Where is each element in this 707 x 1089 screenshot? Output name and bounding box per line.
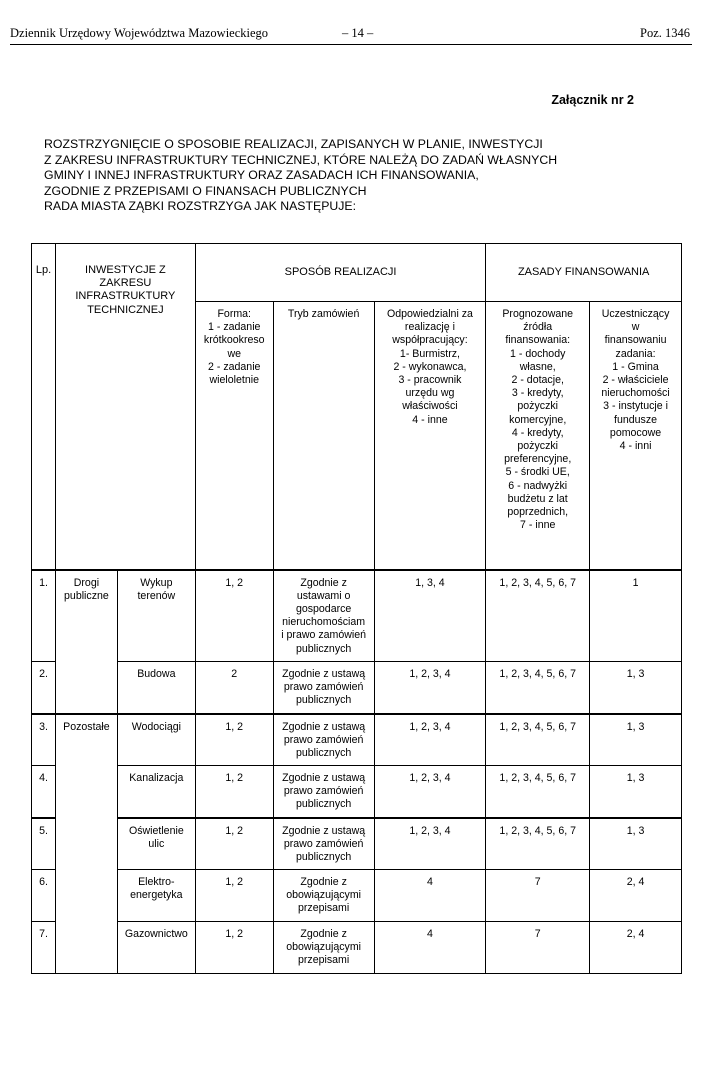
cell-line: terenów — [137, 589, 176, 602]
row-responsible: 4 — [374, 922, 486, 974]
group-other: Pozostałe — [55, 714, 117, 974]
row-lp: 5. — [32, 818, 56, 870]
cell-line: przepisami — [298, 954, 350, 967]
row-sources: 7 — [486, 922, 590, 974]
row-mode — [273, 570, 374, 662]
group-roads — [55, 570, 117, 714]
row-sources: 1, 2, 3, 4, 5, 6, 7 — [486, 766, 590, 818]
cell-line: publicznych — [295, 642, 352, 655]
row-investment-type — [117, 922, 195, 974]
cell-line: Gazownictwo — [124, 928, 188, 940]
row-investment-type — [117, 870, 195, 922]
row-participants: 2, 4 — [590, 922, 682, 974]
cell-line: realizację i — [404, 321, 455, 334]
row-mode — [273, 662, 374, 714]
page-number: – 14 – — [342, 26, 374, 40]
cell-line: własne, — [519, 360, 556, 373]
cell-line: prawo zamówień — [283, 733, 364, 746]
cell-line: publicznych — [295, 694, 352, 707]
cell-line: nieruchomościam — [282, 616, 366, 629]
row-responsible: 4 — [374, 870, 486, 922]
cell-line: pożyczki — [517, 400, 559, 413]
row-mode — [273, 766, 374, 818]
cell-line: wieloletnie — [209, 374, 259, 387]
row-responsible: 1, 2, 3, 4 — [374, 818, 486, 870]
cell-line: Budowa — [137, 668, 176, 680]
row-lp: 3. — [32, 714, 56, 766]
cell-line: 2 - zadanie — [208, 360, 261, 373]
cell-line: Odpowiedzialni za — [386, 308, 473, 320]
cell-line: 3 - instytucje i — [603, 400, 668, 413]
table-row — [32, 714, 682, 766]
cell-line: finansowaniu — [604, 334, 667, 347]
row-sources: 1, 2, 3, 4, 5, 6, 7 — [486, 570, 590, 662]
header-financing: ZASADY FINANSOWANIA — [486, 244, 682, 302]
cell-line: INWESTYCJE Z — [85, 264, 166, 276]
row-mode — [273, 922, 374, 974]
cell-line: Elektro- — [138, 876, 175, 888]
resolution-line: ZGODNIE Z PRZEPISAMI O FINANSACH PUBLICZNYCH — [44, 183, 367, 198]
row-form: 1, 2 — [195, 818, 273, 870]
cell-line: prawo zamówień — [283, 785, 364, 798]
cell-line: Zgodnie z ustawą — [282, 720, 366, 733]
table-row — [32, 818, 682, 870]
table-row — [32, 662, 682, 714]
row-responsible: 1, 2, 3, 4 — [374, 714, 486, 766]
resolution-line: GMINY I INNEJ INFRASTRUKTURY ORAZ ZASADACH ICH FINANSOWANIA, — [44, 168, 479, 183]
resolution-line: Z ZAKRESU INFRASTRUKTURY TECHNICZNEJ, KTÓRE NALEŻĄ DO ZADAŃ WŁASNYCH — [44, 152, 558, 167]
row-lp: 4. — [32, 766, 56, 818]
cell-line: Zgodnie z — [300, 928, 347, 940]
cell-line: poprzednich, — [507, 506, 569, 519]
cell-line: 2 - właściciele — [602, 374, 669, 387]
cell-line: Zgodnie z — [300, 576, 347, 589]
row-sources: 1, 2, 3, 4, 5, 6, 7 — [486, 818, 590, 870]
resolution-text — [44, 137, 644, 215]
cell-line: ustawami o — [296, 589, 351, 602]
row-investment-type — [117, 766, 195, 818]
cell-line: 4 - kredyty, — [511, 426, 564, 439]
cell-line: 7 - inne — [520, 519, 556, 532]
cell-line: zadania: — [615, 347, 656, 360]
cell-line: fundusze — [614, 413, 658, 426]
cell-line: Wodociągi — [131, 720, 181, 733]
table-row — [32, 922, 682, 974]
cell-line: nieruchomości — [601, 387, 670, 400]
row-responsible: 1, 3, 4 — [374, 570, 486, 662]
cell-line: Zgodnie z ustawą — [282, 668, 366, 680]
cell-line: 3 - pracownik — [398, 374, 462, 387]
table-row — [32, 870, 682, 922]
row-form: 2 — [195, 662, 273, 714]
cell-line: krótkookreso — [203, 334, 265, 347]
journal-title: Dziennik Urzędowy Województwa Mazowieckiego — [10, 26, 269, 40]
row-responsible: 1, 2, 3, 4 — [374, 766, 486, 818]
row-mode — [273, 714, 374, 766]
cell-line: Wykup — [140, 576, 173, 589]
row-responsible: 1, 2, 3, 4 — [374, 662, 486, 714]
row-participants: 1, 3 — [590, 766, 682, 818]
cell-line: obowiązującymi — [286, 889, 362, 902]
row-participants: 1 — [590, 570, 682, 662]
row-mode — [273, 818, 374, 870]
row-form: 1, 2 — [195, 766, 273, 818]
resolution-line: RADA MIASTA ZĄBKI ROZSTRZYGA JAK NASTĘPUJE: — [44, 199, 357, 214]
row-mode — [273, 870, 374, 922]
cell-line: 2 - dotacje, — [511, 374, 564, 387]
cell-line: i prawo zamówień — [281, 629, 367, 642]
cell-line: współpracujący: — [392, 334, 468, 347]
cell-line: właściwości — [402, 400, 458, 413]
cell-line: Forma: — [217, 308, 252, 320]
subheader-responsible — [374, 302, 486, 570]
cell-line: energetyka — [130, 889, 183, 902]
row-lp: 7. — [32, 922, 56, 974]
row-investment-type — [117, 714, 195, 766]
cell-line: publiczne — [64, 589, 109, 602]
row-form: 1, 2 — [195, 570, 273, 662]
header-lp: Lp. — [32, 244, 56, 570]
position-number: Poz. 1346 — [640, 26, 690, 40]
cell-line: urzędu wg — [405, 387, 455, 400]
cell-line: 2 - wykonawca, — [393, 360, 467, 373]
row-form: 1, 2 — [195, 714, 273, 766]
row-participants: 2, 4 — [590, 870, 682, 922]
row-investment-type — [117, 662, 195, 714]
cell-line: Oświetlenie — [128, 824, 184, 837]
row-participants: 1, 3 — [590, 662, 682, 714]
cell-line: przepisami — [298, 902, 350, 915]
cell-line: Prognozowane — [502, 308, 574, 320]
cell-line: we — [227, 347, 242, 360]
resolution-line: ROZSTRZYGNIĘCIE O SPOSOBIE REALIZACJI, ZAPISANYCH W PLANIE, INWESTYCJI — [44, 137, 543, 151]
row-sources: 1, 2, 3, 4, 5, 6, 7 — [486, 662, 590, 714]
cell-line: obowiązującymi — [286, 941, 362, 954]
row-participants: 1, 3 — [590, 818, 682, 870]
subheader-form — [195, 302, 273, 570]
row-sources: 1, 2, 3, 4, 5, 6, 7 — [486, 714, 590, 766]
annex-title: Załącznik nr 2 — [551, 93, 634, 107]
row-lp: 1. — [32, 570, 56, 662]
header-method: SPOSÓB REALIZACJI — [195, 244, 486, 302]
cell-line: preferencyjne, — [504, 453, 572, 466]
row-investment-type — [117, 818, 195, 870]
cell-line: budżetu z lat — [507, 492, 568, 505]
subheader-mode — [273, 302, 374, 570]
subheader-sources — [486, 302, 590, 570]
row-lp: 2. — [32, 662, 56, 714]
cell-line: finansowania: — [505, 334, 571, 347]
cell-line: publicznych — [295, 850, 352, 863]
cell-line: w — [631, 321, 640, 334]
cell-line: Zgodnie z ustawą — [282, 824, 366, 837]
cell-line: 1 - zadanie — [208, 321, 261, 334]
cell-line: 1- Burmistrz, — [399, 347, 460, 360]
cell-line: publicznych — [295, 798, 352, 811]
row-form: 1, 2 — [195, 922, 273, 974]
subheader-participants — [590, 302, 682, 570]
row-sources: 7 — [486, 870, 590, 922]
cell-line: 4 - inne — [412, 413, 448, 426]
row-form: 1, 2 — [195, 870, 273, 922]
cell-line: 1 - Gmina — [612, 360, 659, 373]
cell-line: 5 - środki UE, — [505, 466, 570, 479]
cell-line: Kanalizacja — [129, 772, 184, 784]
cell-line: Tryb zamówień — [287, 308, 360, 320]
cell-line: publicznych — [295, 746, 352, 759]
cell-line: pożyczki — [517, 440, 559, 453]
cell-line: gospodarce — [295, 602, 352, 615]
cell-line: prawo zamówień — [283, 837, 364, 850]
cell-line: Zgodnie z — [300, 876, 347, 888]
cell-line: TECHNICZNEJ — [87, 303, 164, 316]
cell-line: INFRASTRUKTURY — [75, 290, 176, 303]
cell-line: Zgodnie z ustawą — [282, 772, 366, 784]
table-row — [32, 766, 682, 818]
cell-line: pomocowe — [609, 426, 662, 439]
cell-line: 1 - dochody — [510, 347, 566, 360]
investment-table — [31, 243, 682, 974]
row-lp: 6. — [32, 870, 56, 922]
cell-line: ulic — [148, 837, 165, 850]
cell-line: prawo zamówień — [283, 681, 364, 694]
row-participants: 1, 3 — [590, 714, 682, 766]
cell-line: źródła — [523, 321, 553, 334]
row-investment-type — [117, 570, 195, 662]
table-row — [32, 570, 682, 662]
cell-line: Uczestniczący — [601, 308, 670, 320]
cell-line: ZAKRESU — [99, 277, 152, 290]
cell-line: komercyjne, — [509, 413, 567, 426]
cell-line: 6 - nadwyżki — [508, 479, 568, 492]
cell-line: 3 - kredyty, — [511, 387, 564, 400]
header-investments — [55, 244, 195, 570]
cell-line: Drogi — [73, 576, 100, 589]
page-header — [10, 24, 692, 45]
cell-line: 4 - inni — [619, 440, 652, 453]
table-header-row — [32, 244, 682, 302]
